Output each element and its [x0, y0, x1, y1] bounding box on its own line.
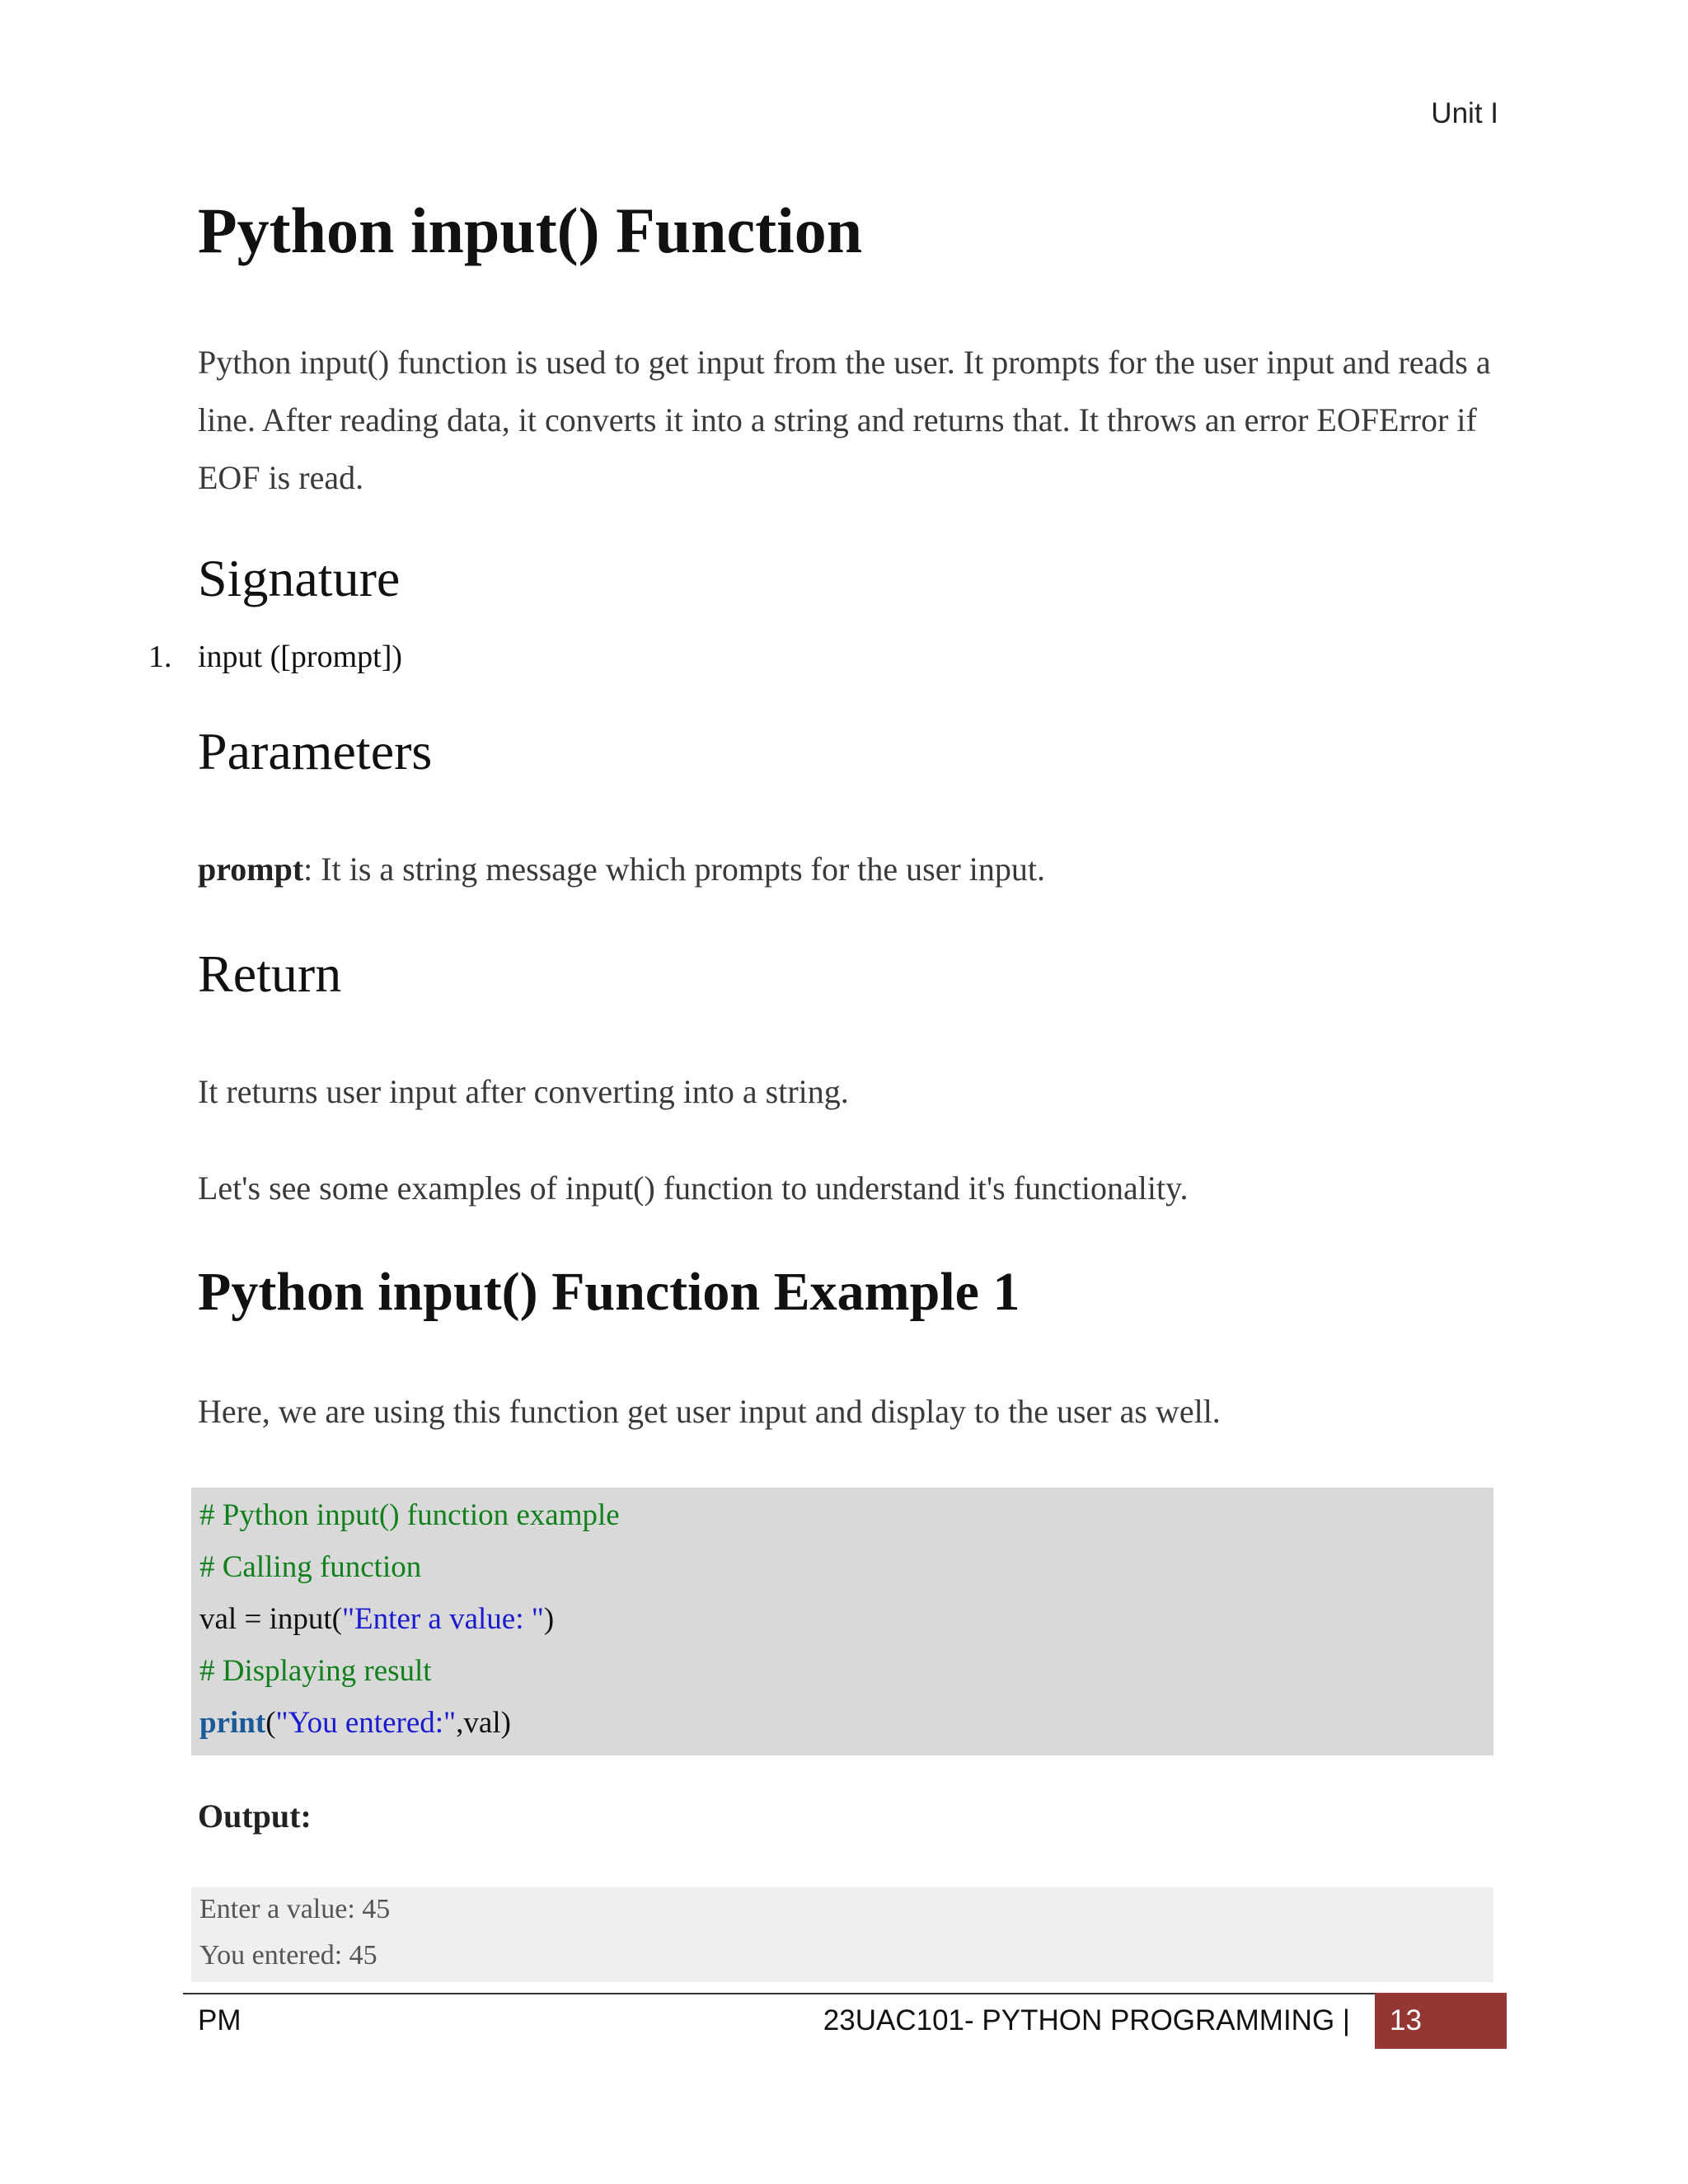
- code-string: "Enter a value: ": [341, 1602, 544, 1636]
- parameter-description: [198, 841, 1045, 898]
- page-title: Python input() Function: [198, 194, 863, 266]
- code-token: (: [265, 1706, 276, 1740]
- parameter-name: prompt: [198, 851, 304, 888]
- return-description: It returns user input after converting into a string.: [198, 1073, 849, 1110]
- unit-label: Unit I: [1431, 97, 1498, 129]
- output-block: [191, 1887, 1493, 1982]
- footer-author: PM: [198, 2004, 241, 2036]
- signature-heading: Signature: [198, 549, 401, 607]
- code-string: "You entered:": [275, 1706, 457, 1740]
- code-line-print: [199, 1705, 511, 1741]
- code-keyword: print: [199, 1706, 266, 1740]
- intro-paragraph: Python input() function is used to get input from the user. It prompts for the user input and reads a line. After reading data, it converts it into a string and returns that. It throws an error EOFError if EOF is read.: [198, 344, 1491, 496]
- code-line-comment: # Calling function: [199, 1550, 422, 1584]
- examples-intro: Let's see some examples of input() function to understand it's functionality.: [198, 1169, 1189, 1207]
- list-number: 1.: [148, 640, 172, 674]
- signature-code: input ([prompt]): [198, 640, 403, 674]
- code-line-comment: # Displaying result: [199, 1654, 432, 1688]
- code-token: val = input(: [199, 1602, 342, 1636]
- code-token: ): [543, 1602, 555, 1636]
- footer-divider: [183, 1993, 1375, 1994]
- code-token: ,val): [456, 1706, 511, 1740]
- parameter-text: : It is a string message which prompts for the user input.: [303, 851, 1046, 888]
- return-heading: Return: [198, 944, 342, 1003]
- example-title: Python input() Function Example 1: [198, 1262, 1020, 1322]
- page-number-badge: 13: [1375, 1993, 1507, 2049]
- footer-course: 23UAC101- PYTHON PROGRAMMING |: [823, 2004, 1350, 2036]
- output-line: Enter a value: 45: [199, 1894, 391, 1924]
- code-block: [191, 1488, 1493, 1755]
- parameters-heading: Parameters: [198, 722, 433, 780]
- output-line: You entered: 45: [199, 1940, 377, 1971]
- output-label: Output:: [198, 1797, 312, 1835]
- example-description: Here, we are using this function get user input and display to the user as well.: [198, 1393, 1221, 1430]
- code-line-comment: # Python input() function example: [199, 1498, 620, 1532]
- code-line-input: [199, 1601, 554, 1637]
- signature-list-item: [148, 639, 402, 675]
